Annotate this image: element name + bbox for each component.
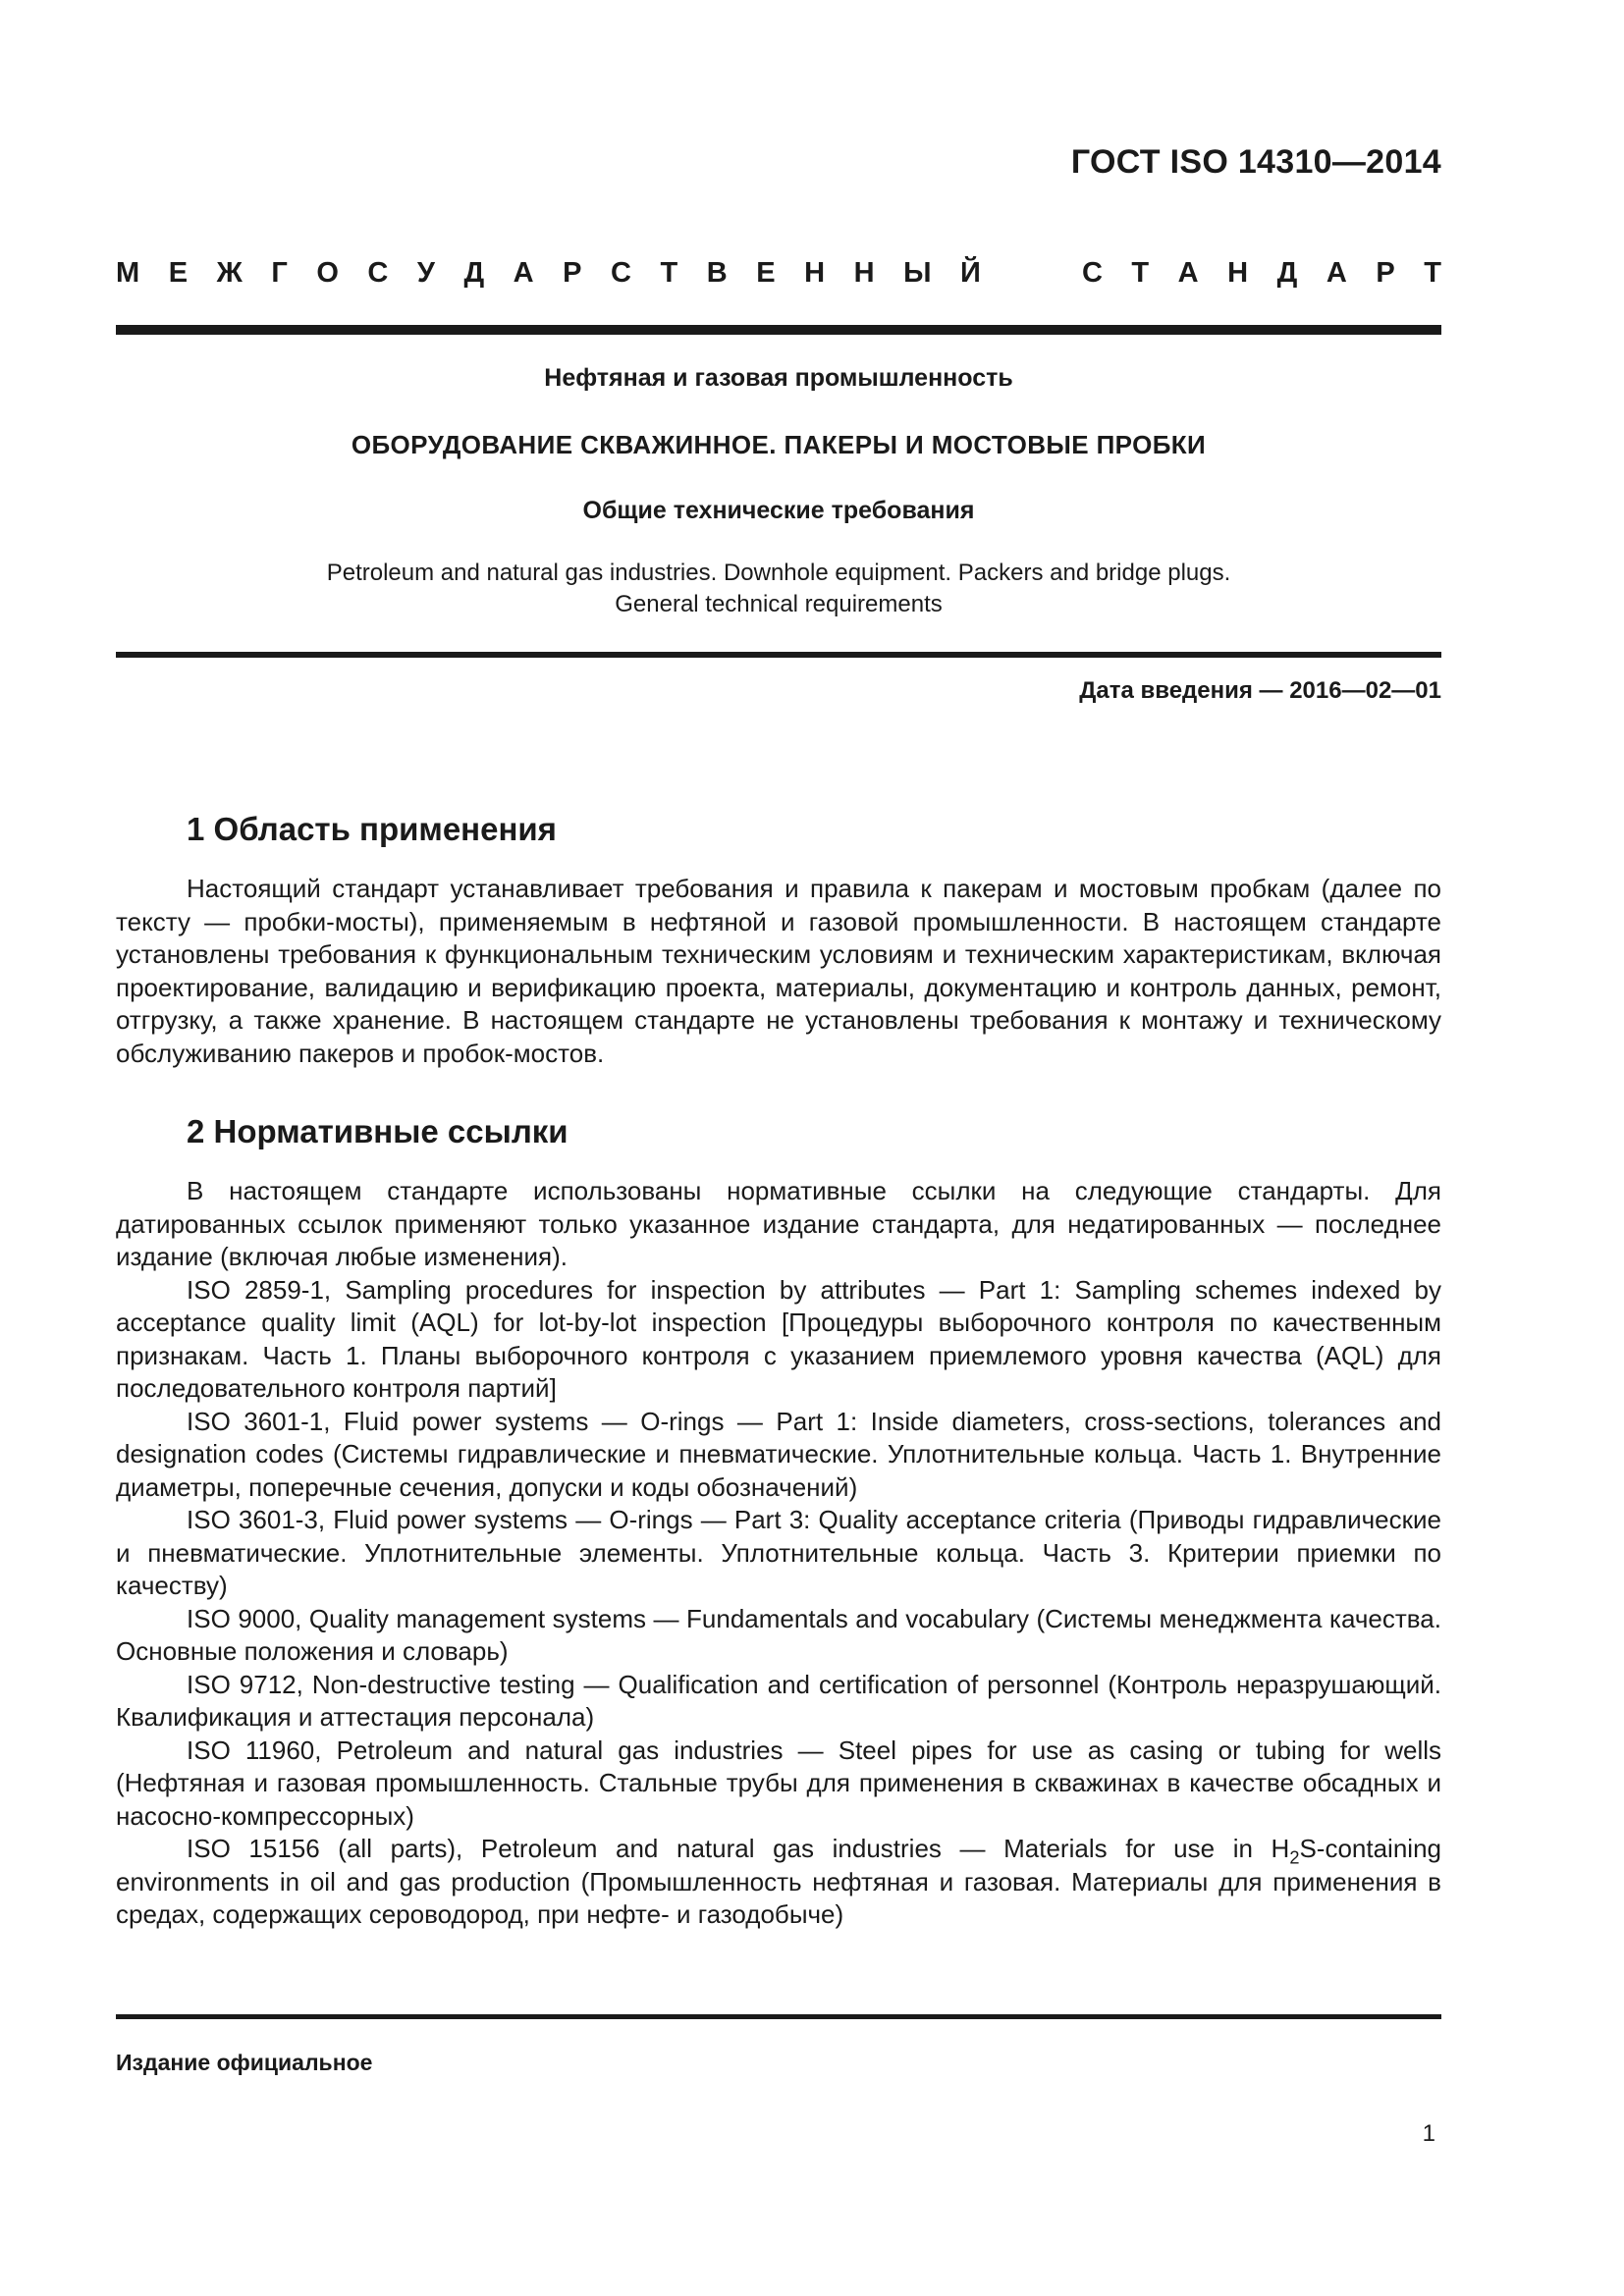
banner-letter: А (513, 257, 534, 289)
paragraph: В настоящем стандарте использованы нормативные ссылки на следующие стандарты. Для датированных ссылок применяют только указанное издание стандарта, для недатированных — последнее издание (включая любые изменения). (116, 1176, 1441, 1271)
banner-letter: В (706, 257, 728, 289)
section-heading: 2 Нормативные ссылки (187, 1113, 568, 1149)
page-number: 1 (1422, 2120, 1435, 2147)
english-title-line: Petroleum and natural gas industries. Downhole equipment. Packers and bridge plugs. (326, 560, 1231, 586)
banner-letter: С (1081, 257, 1103, 289)
reference-item: ISO 9000, Quality management systems — Fundamentals and vocabulary (Системы менеджмента качества. Основные положения и словарь) (116, 1603, 1441, 1666)
official-edition-label: Издание официальное (116, 2050, 373, 2075)
banner-letter: Т (1424, 257, 1441, 289)
english-title (116, 558, 1441, 620)
banner-word-gap (1009, 257, 1053, 290)
reference-item: ISO 3601-1, Fluid power systems — O-rings — Part 1: Inside diameters, cross-sections, tolerances and designation codes (Системы гидравлические и пневматические. Уплотнительные кольца. Часть 1. Внутренние диаметры, поперечные сечения, допуски и коды обозначений) (116, 1406, 1441, 1502)
reference-item: ISO 2859-1, Sampling procedures for inspection by attributes — Part 1: Sampling schemes indexed by acceptance quality limit (AQL) for lot-by-lot inspection [Процедуры выборочного контроля по качественным признакам. Часть 1. Планы выборочного контроля с указанием приемлемого уровня качества (AQL) для последовательного контроля партий] (116, 1274, 1441, 1403)
industry-title: Нефтяная и газовая промышленность (544, 364, 1013, 392)
banner-letter: Й (960, 257, 981, 289)
banner-letter: А (1177, 257, 1199, 289)
banner-letter: Е (756, 257, 776, 289)
banner-letter: Ы (903, 257, 932, 289)
banner-letter: Н (853, 257, 875, 289)
banner-letter: А (1326, 257, 1347, 289)
subscript: 2 (1289, 1847, 1300, 1868)
banner-letter: С (367, 257, 389, 289)
banner-letter: У (416, 257, 435, 289)
reference-item: ISO 11960, Petroleum and natural gas industries — Steel pipes for use as casing or tubing for wells (Нефтяная и газовая промышленность. Стальные трубы для применения в скважинах в качестве обсадных и насосно-компрессорных) (116, 1735, 1441, 1831)
english-title-line: General technical requirements (615, 591, 943, 617)
banner-letter: Г (271, 257, 288, 289)
banner-letter: Ж (216, 257, 243, 289)
subtitle: Общие технические требования (582, 497, 975, 524)
banner-letter: Е (168, 257, 189, 289)
banner-letter: Р (1376, 257, 1395, 289)
banner-letter: М (116, 257, 140, 289)
interstate-standard-banner (116, 257, 1441, 290)
reference-text: S-containing environments in oil and gas production (Промышленность нефтяная и газовая. Материалы для применения в средах, содержащих сероводород, при нефте- и газодобыче) (116, 1834, 1441, 1929)
banner-letter: Н (804, 257, 826, 289)
document-number: ГОСТ ISO 14310—2014 (1070, 143, 1441, 181)
banner-letter: Н (1227, 257, 1249, 289)
section-body (116, 873, 1441, 1070)
document-page (116, 0, 1441, 2296)
banner-divider (116, 325, 1441, 335)
banner-letter: О (316, 257, 339, 289)
main-title: ОБОРУДОВАНИЕ СКВАЖИННОЕ. ПАКЕРЫ И МОСТОВЫЕ ПРОБКИ (351, 430, 1207, 459)
section-heading: 1 Область применения (187, 811, 557, 847)
reference-item: ISO 3601-3, Fluid power systems — O-rings — Part 3: Quality acceptance criteria (Приводы гидравлические и пневматические. Уплотнительные элементы. Уплотнительные кольца. Часть 3. Критерии приемки по качеству) (116, 1505, 1441, 1600)
footer-divider (116, 2014, 1441, 2019)
banner-letter: Т (1131, 257, 1150, 289)
introduction-date: Дата введения — 2016—02—01 (1079, 677, 1441, 704)
banner-letter: Р (563, 257, 582, 289)
banner-letter: Д (463, 257, 485, 289)
section-body (116, 1175, 1441, 1932)
reference-text: ISO 15156 (all parts), Petroleum and natural gas industries — Materials for use in H (187, 1834, 1290, 1863)
banner-letter: Т (660, 257, 678, 289)
banner-letter: Д (1276, 257, 1298, 289)
banner-letter: С (611, 257, 631, 289)
title-divider (116, 652, 1441, 658)
paragraph: Настоящий стандарт устанавливает требования и правила к пакерам и мостовым пробкам (далее по тексту — пробки-мосты), применяемым в нефтяной и газовой промышленности. В настоящем стандарте установлены требования к функциональным техническим условиям и техническим характеристикам, включая проектирование, валидацию и верификацию проекта, материалы, документацию и контроль данных, ремонт, отгрузку, а также хранение. В настоящем стандарте не установлены требования к монтажу и техническому обслуживанию пакеров и пробок-мостов. (116, 874, 1441, 1068)
reference-item (116, 1833, 1441, 1932)
reference-item: ISO 9712, Non-destructive testing — Qualification and certification of personnel (Контроль неразрушающий. Квалификация и аттестация персонала) (116, 1669, 1441, 1732)
